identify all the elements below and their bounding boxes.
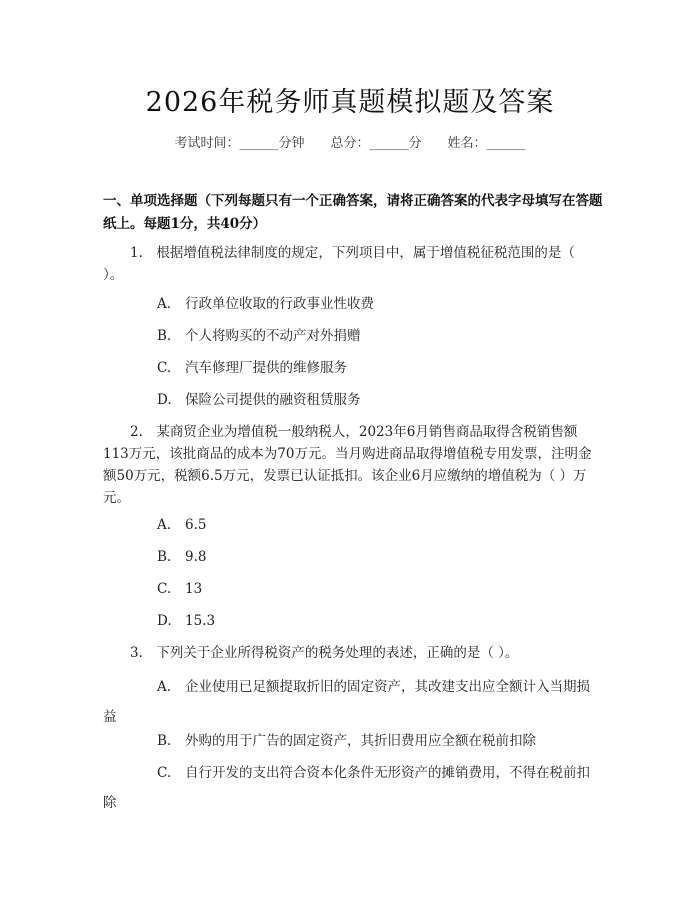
option-text: 行政单位收取的行政事业性收费 [185,296,374,312]
question-2: 2. 某商贸企业为增值税一般纳税人，2023年6月销售商品取得含税销售额113万元，该批商品的成本为70万元。当月购进商品取得增值税专用发票，注明金额50万元，税额6.5万元，发票已认证抵扣。该企业6月应缴纳的增值税为（ ）万元。 [103,424,592,506]
option-letter: C. [157,765,172,781]
question-3: 3. 下列关于企业所得税资产的税务处理的表述，正确的是（ ）。 [130,645,519,661]
option-letter: B. [157,328,172,344]
option-letter: C. [157,581,172,597]
option-1a [157,293,374,315]
exam-time: 考试时间：______分钟 [174,136,305,151]
option-text: 外购的用于广告的固定资产，其折旧费用应全额在税前扣除 [185,733,536,749]
option-letter: B. [157,733,172,749]
option-3b [103,726,598,756]
page-title: 2026年税务师真题模拟题及答案 [145,87,555,118]
option-letter: B. [157,549,172,565]
option-2b [157,546,206,568]
exam-meta [0,132,700,151]
option-text: 9.8 [185,549,207,565]
option-letter: A. [157,679,172,695]
option-1b [157,325,361,347]
option-3c [103,758,598,818]
option-text: 13 [185,581,203,597]
question-1: 1. 根据增值税法律制度的规定，下列项目中，属于增值税征税范围的是（ ）。 [103,245,575,283]
option-2a [157,514,206,536]
option-text: 企业使用已足额提取折旧的固定资产，其改建支出应全额计入当期损益 [103,679,590,725]
option-text: 保险公司提供的融资租赁服务 [185,392,361,408]
option-letter: D. [157,613,172,629]
option-2c [157,578,202,600]
option-2d [157,610,215,632]
option-letter: A. [157,517,172,533]
total-score: 总分：______分 [330,136,422,151]
option-1d [157,389,361,411]
option-3a [103,672,598,732]
option-text: 15.3 [185,613,216,629]
option-letter: A. [157,296,172,312]
option-text: 汽车修理厂提供的维修服务 [185,360,347,376]
option-text: 6.5 [185,517,207,533]
section-heading: 一、单项选择题（下列每题只有一个正确答案，请将正确答案的代表字母填写在答题纸上。每题1分，共40分） [103,193,603,232]
option-1c [157,357,347,379]
name-field: 姓名：______ [447,136,526,151]
option-letter: C. [157,360,172,376]
option-text: 个人将购买的不动产对外捐赠 [185,328,361,344]
option-text: 自行开发的支出符合资本化条件无形资产的摊销费用，不得在税前扣除 [103,765,590,811]
option-letter: D. [157,392,172,408]
